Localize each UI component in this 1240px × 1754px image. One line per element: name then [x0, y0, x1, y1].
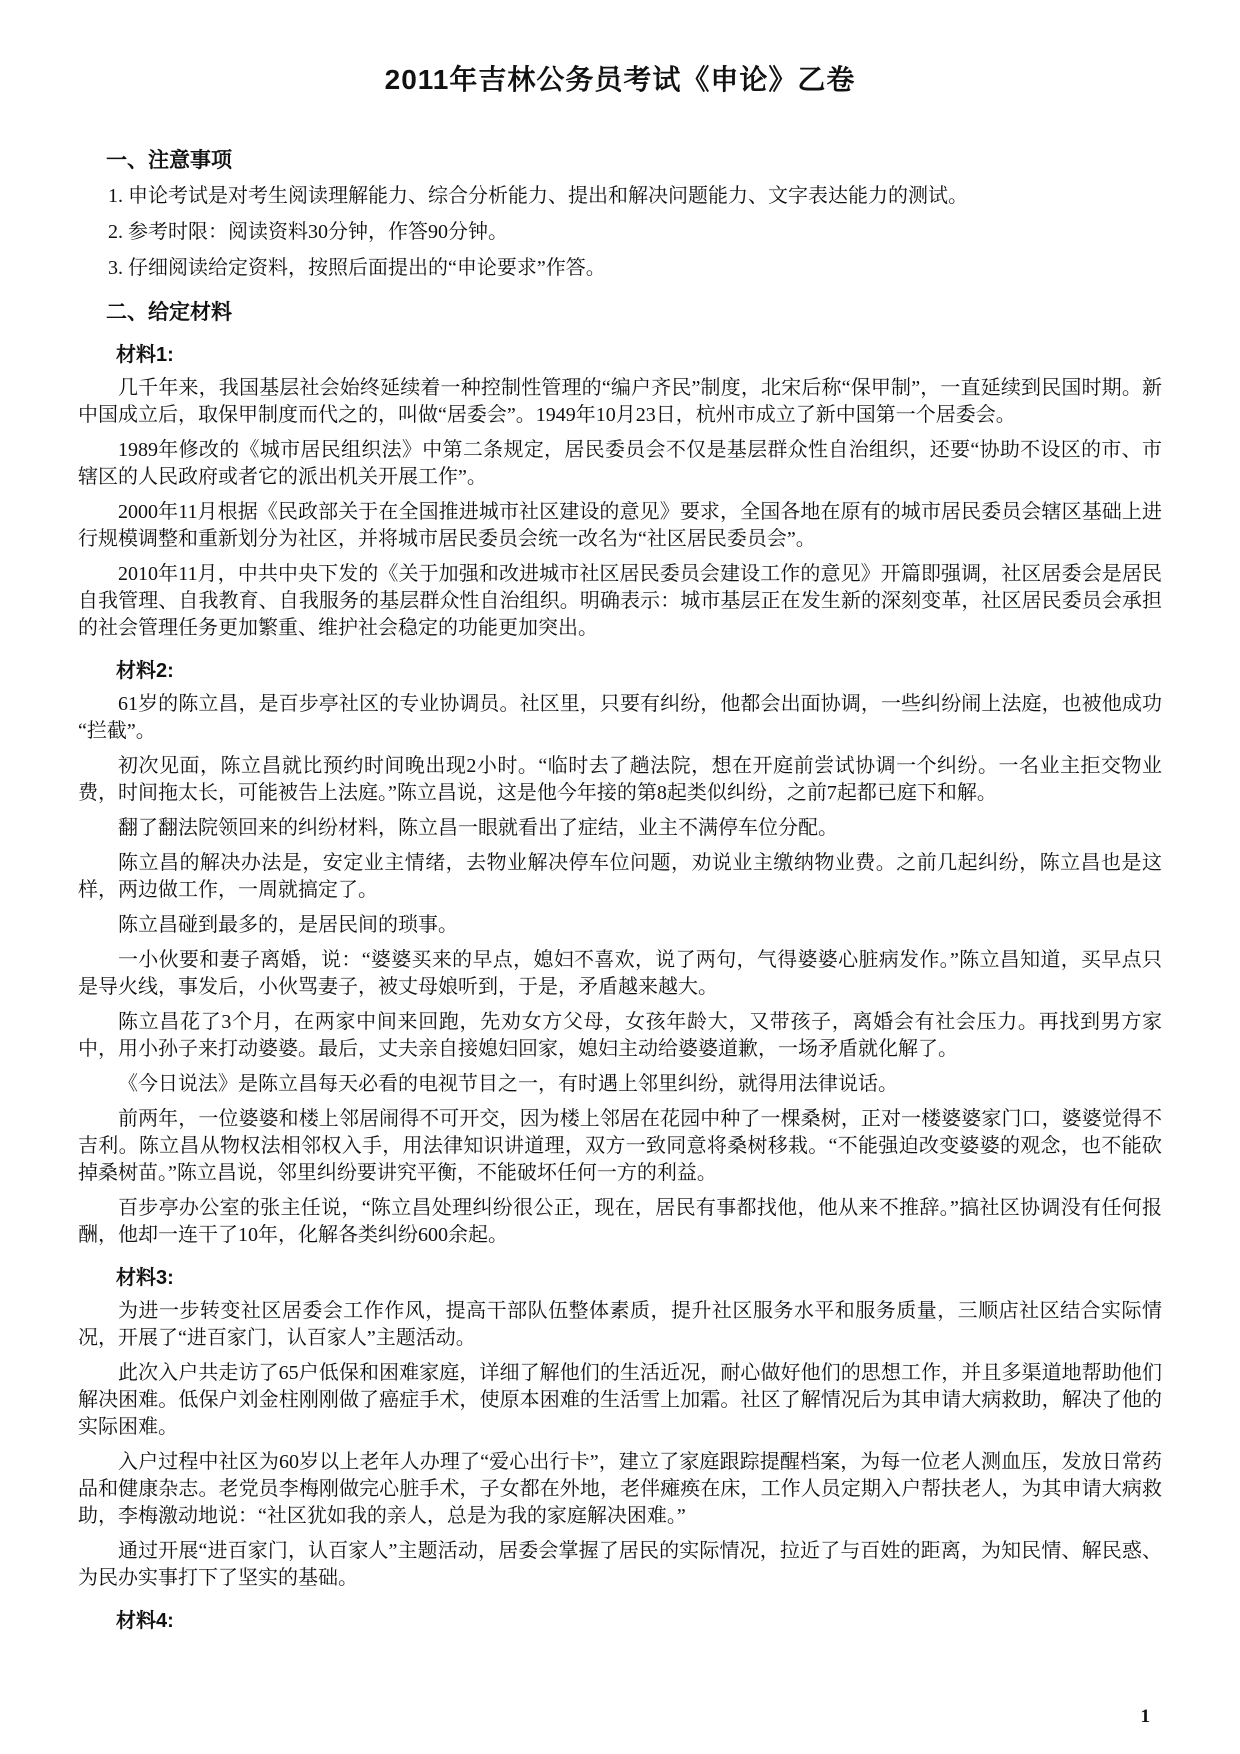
material-paragraph: 百步亭办公室的张主任说，“陈立昌处理纠纷很公正，现在，居民有事都找他，他从来不推辞。”搞社区协调没有任何报酬，他却一连干了10年，化解各类纠纷600余起。 [78, 1197, 1162, 1246]
notice-item-1: 1. 申论考试是对考生阅读理解能力、综合分析能力、提出和解决问题能力、文字表达能力的测试。 [108, 185, 968, 207]
material-group-3 [78, 1261, 1162, 1592]
material-paragraph: 通过开展“进百家门，认百家人”主题活动，居委会掌握了居民的实际情况，拉近了与百姓的距离，为知民情、解民惑、为民办实事打下了坚实的基础。 [78, 1540, 1162, 1589]
material-paragraph: 1989年修改的《城市居民组织法》中第二条规定，居民委员会不仅是基层群众性自治组织，还要“协助不设区的市、市辖区的人民政府或者它的派出机关开展工作”。 [78, 439, 1162, 488]
material-paragraph: 61岁的陈立昌，是百步亭社区的专业协调员。社区里，只要有纠纷，他都会出面协调，一些纠纷闹上法庭，也被他成功“拦截”。 [78, 693, 1162, 742]
material-paragraph: 陈立昌花了3个月，在两家中间来回跑，先劝女方父母，女孩年龄大，又带孩子，离婚会有社会压力。再找到男方家中，用小孙子来打动婆婆。最后，丈夫亲自接媳妇回家，媳妇主动给婆婆道歉，一场矛盾就化解了。 [78, 1011, 1162, 1060]
material-label: 材料3: [116, 1267, 174, 1289]
material-group-2 [78, 654, 1162, 1249]
notice-item-2: 2. 参考时限：阅读资料30分钟，作答90分钟。 [108, 221, 508, 243]
material-paragraph: 翻了翻法院领回来的纠纷材料，陈立昌一眼就看出了症结，业主不满停车位分配。 [118, 817, 838, 839]
materials-section [78, 296, 1162, 1633]
material-paragraph: 为进一步转变社区居委会工作作风，提高干部队伍整体素质，提升社区服务水平和服务质量，三顺店社区结合实际情况，开展了“进百家门，认百家人”主题活动。 [78, 1300, 1162, 1349]
material-label: 材料1: [116, 344, 174, 366]
material-group-4 [78, 1604, 1162, 1633]
material-paragraph: 入户过程中社区为60岁以上老年人办理了“爱心出行卡”，建立了家庭跟踪提醒档案，为每一位老人测血压，发放日常药品和健康杂志。老党员李梅刚做完心脏手术，子女都在外地，老伴瘫痪在床，工作人员定期入户帮扶老人，为其申请大病救助，李梅激动地说：“社区犹如我的亲人，总是为我的家庭解决困难。” [78, 1451, 1162, 1527]
page-title: 2011年吉林公务员考试《申论》乙卷 [384, 64, 856, 95]
section-heading-notice: 一、注意事项 [106, 149, 232, 172]
material-label: 材料4: [116, 1610, 174, 1632]
material-paragraph: 初次见面，陈立昌就比预约时间晚出现2小时。“临时去了趟法院，想在开庭前尝试协调一个纠纷。一名业主拒交物业费，时间拖太长，可能被告上法庭。”陈立昌说，这是他今年接的第8起类似纠纷，之前7起都已庭下和解。 [78, 755, 1162, 804]
material-paragraph: 一小伙要和妻子离婚，说：“婆婆买来的早点，媳妇不喜欢，说了两句，气得婆婆心脏病发作。”陈立昌知道，买早点只是导火线，事发后，小伙骂妻子，被丈母娘听到，于是，矛盾越来越大。 [78, 949, 1162, 998]
material-paragraph: 几千年来，我国基层社会始终延续着一种控制性管理的“编户齐民”制度，北宋后称“保甲制”，一直延续到民国时期。新中国成立后，取保甲制度而代之的，叫做“居委会”。1949年10月23日，杭州市成立了新中国第一个居委会。 [78, 377, 1162, 426]
material-paragraph: 前两年，一位婆婆和楼上邻居闹得不可开交，因为楼上邻居在花园中种了一棵桑树，正对一楼婆婆家门口，婆婆觉得不吉利。陈立昌从物权法相邻权入手，用法律知识讲道理，双方一致同意将桑树移栽。“不能强迫改变婆婆的观念，也不能砍掉桑树苗。”陈立昌说，邻里纠纷要讲究平衡，不能破坏任何一方的利益。 [78, 1108, 1162, 1184]
material-paragraph: 陈立昌的解决办法是，安定业主情绪，去物业解决停车位问题，劝说业主缴纳物业费。之前几起纠纷，陈立昌也是这样，两边做工作，一周就搞定了。 [78, 852, 1162, 901]
page-number: 1 [1140, 1706, 1150, 1727]
notice-item-3: 3. 仔细阅读给定资料，按照后面提出的“申论要求”作答。 [108, 257, 606, 279]
section-heading-materials: 二、给定材料 [106, 301, 232, 324]
material-label: 材料2: [116, 660, 174, 682]
material-paragraph: 此次入户共走访了65户低保和困难家庭，详细了解他们的生活近况，耐心做好他们的思想工作，并且多渠道地帮助他们解决困难。低保户刘金柱刚刚做了癌症手术，使原本困难的生活雪上加霜。社区了解情况后为其申请大病救助，解决了他的实际困难。 [78, 1362, 1162, 1438]
notice-section [78, 144, 1162, 282]
material-paragraph: 2010年11月，中共中央下发的《关于加强和改进城市社区居民委员会建设工作的意见》开篇即强调，社区居委会是居民自我管理、自我教育、自我服务的基层群众性自治组织。明确表示：城市基层正在发生新的深刻变革，社区居民委员会承担的社会管理任务更加繁重、维护社会稳定的功能更加突出。 [78, 563, 1162, 639]
material-paragraph: 2000年11月根据《民政部关于在全国推进城市社区建设的意见》要求，全国各地在原有的城市居民委员会辖区基础上进行规模调整和重新划分为社区，并将城市居民委员会统一改名为“社区居民委员会”。 [78, 501, 1162, 550]
material-group-1 [78, 338, 1162, 642]
material-paragraph: 《今日说法》是陈立昌每天必看的电视节目之一，有时遇上邻里纠纷，就得用法律说话。 [118, 1073, 898, 1095]
material-paragraph: 陈立昌碰到最多的，是居民间的琐事。 [118, 914, 458, 936]
